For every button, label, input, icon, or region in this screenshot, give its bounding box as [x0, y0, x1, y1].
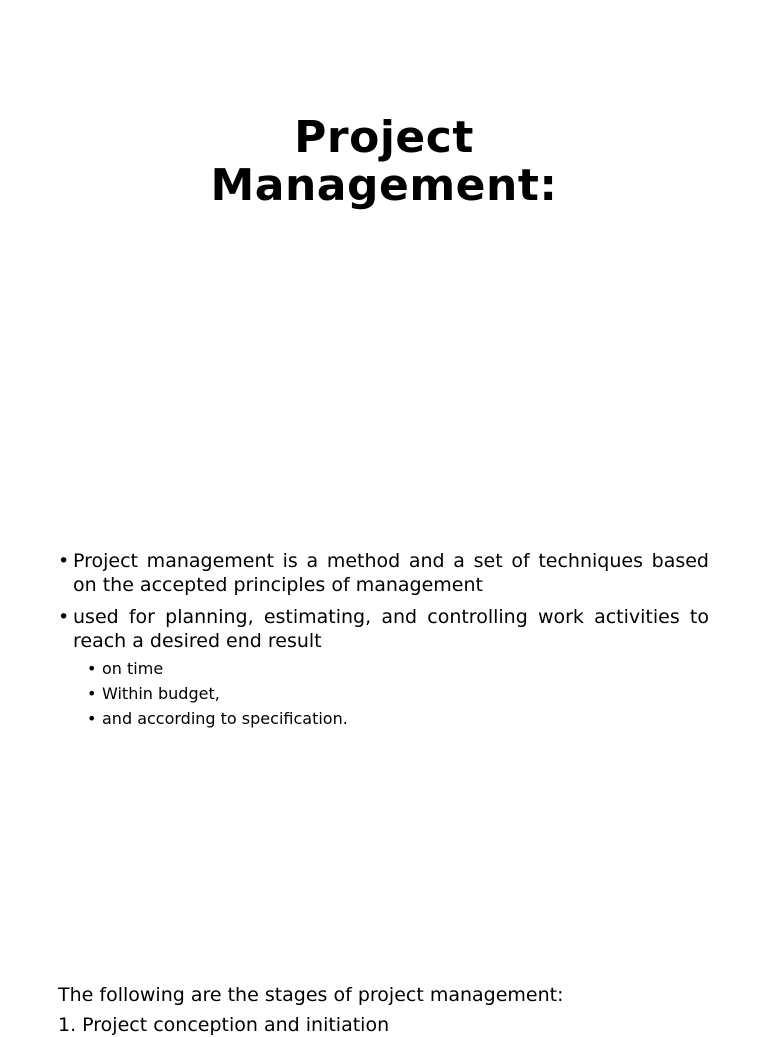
- bullet-dot: •: [58, 606, 70, 628]
- bullet-text: used for planning, estimating, and controlling work activities to reach a desired end result: [73, 606, 709, 652]
- sub-bullet-text: Within budget,: [102, 684, 220, 703]
- sub-bullet-item: [58, 709, 709, 729]
- sub-bullet-item: [58, 659, 709, 679]
- sub-bullet-item: [58, 684, 709, 704]
- bullet-item: [58, 549, 709, 597]
- title-line-1: Project: [294, 112, 474, 163]
- sub-bullet-text: on time: [102, 659, 164, 678]
- sub-bullet-dot: •: [87, 709, 97, 728]
- stages-intro: The following are the stages of project management:: [58, 984, 564, 1006]
- stages-first-item: 1. Project conception and initiation: [58, 1014, 390, 1036]
- title-line-2: Management:: [210, 160, 558, 211]
- bullet-list: [58, 549, 709, 734]
- bullet-dot: •: [58, 550, 70, 572]
- bullet-item: [58, 605, 709, 653]
- sub-bullet-dot: •: [87, 659, 97, 678]
- sub-bullet-dot: •: [87, 684, 97, 703]
- sub-bullet-text: and according to specification.: [102, 709, 348, 728]
- slide-title: [0, 114, 768, 210]
- bullet-text: Project management is a method and a set of techniques based on the accepted principles of management: [73, 550, 709, 596]
- sub-bullet-list: [58, 659, 709, 729]
